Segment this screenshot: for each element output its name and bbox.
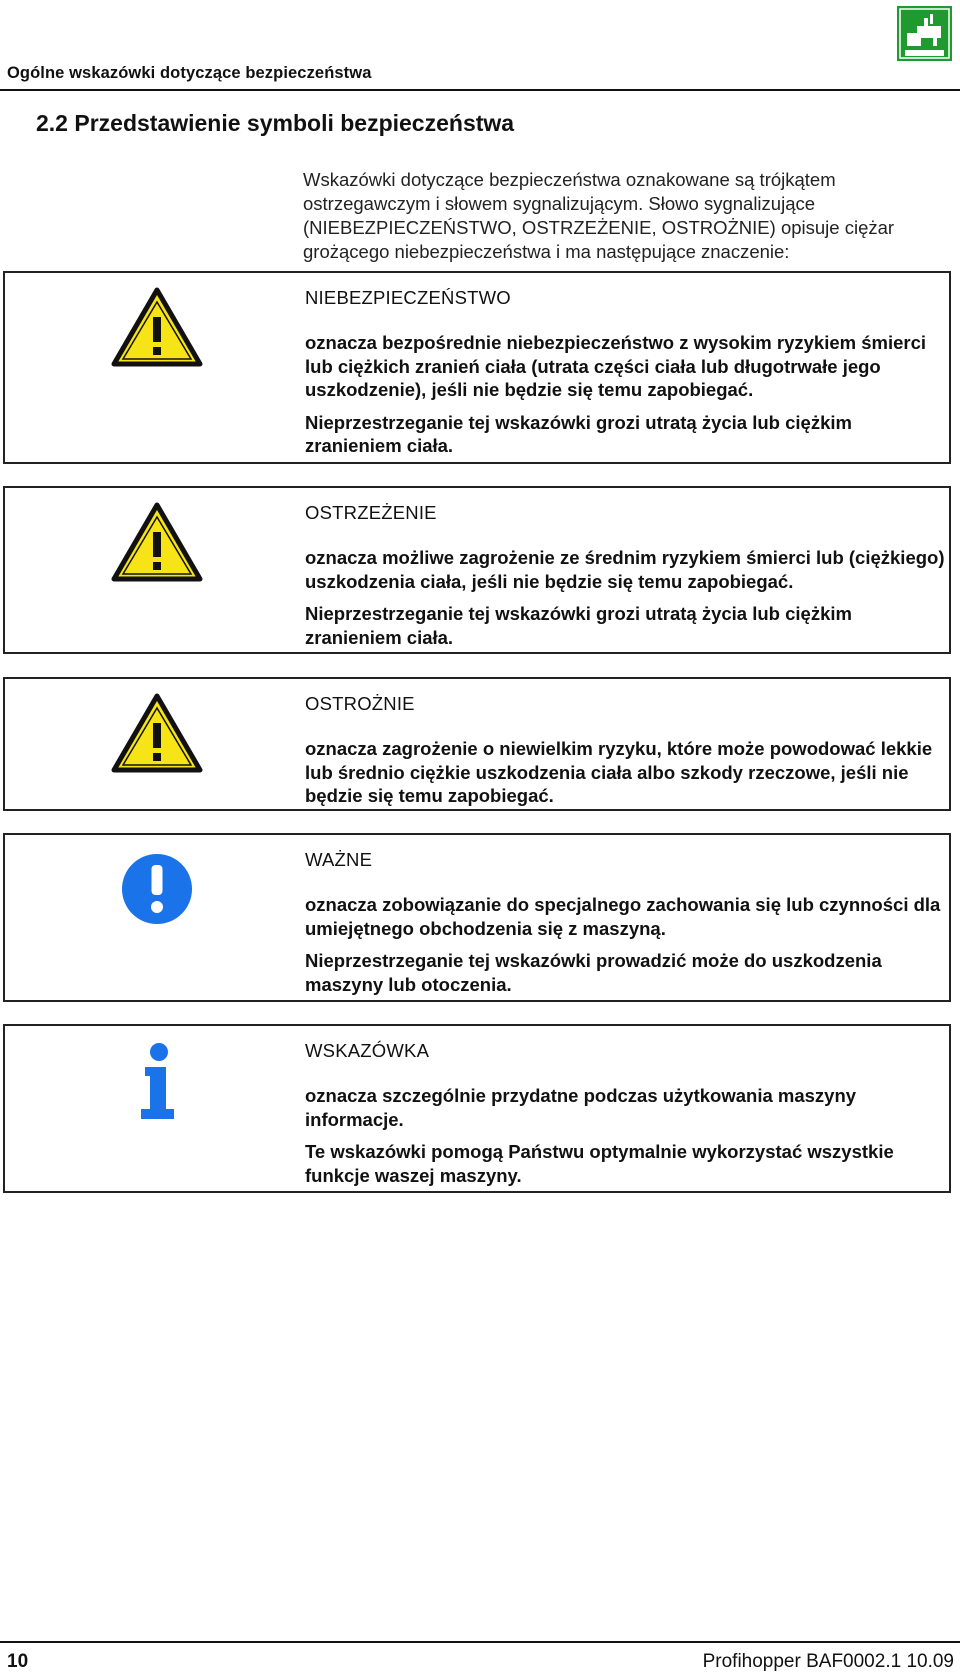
notice-label: OSTRZEŻENIE <box>305 502 437 523</box>
notice-description: oznacza szczególnie przydatne podczas użytkowania maszyny informacje. <box>305 1085 857 1130</box>
notice-label: OSTROŻNIE <box>305 693 415 714</box>
warning-triangle-icon <box>111 287 203 367</box>
warning-triangle-icon <box>111 693 203 773</box>
header-rule <box>0 89 960 91</box>
notice-hint <box>3 1024 951 1193</box>
notice-consequence: Te wskazówki pomogą Państwu optymalnie wykorzystać wszystkie funkcje waszej maszyny. <box>305 1141 894 1186</box>
notice-consequence: Nieprzestrzeganie tej wskazówki grozi utratą życia lub ciężkim zranieniem ciała. <box>305 411 852 456</box>
notice-description: oznacza bezpośrednie niebezpieczeństwo z wysokim ryzykiem śmierci lub ciężkich zranień ciała (utrata części ciała lub długotrwałe jego uszkodzenie), jeśli nie będzie się temu zapobiegać. <box>305 332 927 400</box>
info-icon <box>111 1043 203 1123</box>
page-number: 10 <box>7 1651 29 1672</box>
header-title: Ogólne wskazówki dotyczące bezpieczeństwa <box>7 64 372 82</box>
notice-label: WAŻNE <box>305 849 373 870</box>
footer-rule <box>0 1641 960 1643</box>
document-reference: Profihopper BAF0002.1 10.09 <box>702 1651 954 1672</box>
notice-description: oznacza zagrożenie o niewielkim ryzyku, które może powodować lekkie lub średnio ciężkie uszkodzenia ciała albo szkody rzeczowe, jeśli nie będzie się temu zapobiegać. <box>305 738 933 806</box>
amazone-logo <box>897 6 952 61</box>
notice-label: WSKAZÓWKA <box>305 1040 430 1061</box>
notice-description: oznacza możliwe zagrożenie ze średnim ryzykiem śmierci lub (ciężkiego) uszkodzenia ciała, jeśli nie będzie się temu zapobiegać. <box>305 547 945 592</box>
notice-consequence: Nieprzestrzeganie tej wskazówki grozi utratą życia lub ciężkim zranieniem ciała. <box>305 603 852 648</box>
intro-paragraph: Wskazówki dotyczące bezpieczeństwa oznakowane są trójkątem ostrzegawczym i słowem sygnalizującym. Słowo sygnalizujące (NIEBEZPIECZEŃSTWO, OSTRZEŻENIE, OSTROŻNIE) opisuje ciężar grożącego niebezpieczeństwa i ma następujące znaczenie: <box>303 169 895 262</box>
warning-triangle-icon <box>111 502 203 582</box>
notice-consequence: Nieprzestrzeganie tej wskazówki prowadzić może do uszkodzenia maszyny lub otoczenia. <box>305 950 882 995</box>
notice-danger <box>3 271 951 464</box>
exclamation-circle-icon <box>111 849 203 929</box>
notice-description: oznacza zobowiązanie do specjalnego zachowania się lub czynności dla umiejętnego obchodzenia się z maszyną. <box>305 894 941 939</box>
notice-label: NIEBEZPIECZEŃSTWO <box>305 287 511 308</box>
notice-important <box>3 833 951 1002</box>
notice-caution <box>3 677 951 811</box>
notice-warning <box>3 486 951 654</box>
section-title: 2.2 Przedstawienie symboli bezpieczeństwa <box>36 110 515 136</box>
